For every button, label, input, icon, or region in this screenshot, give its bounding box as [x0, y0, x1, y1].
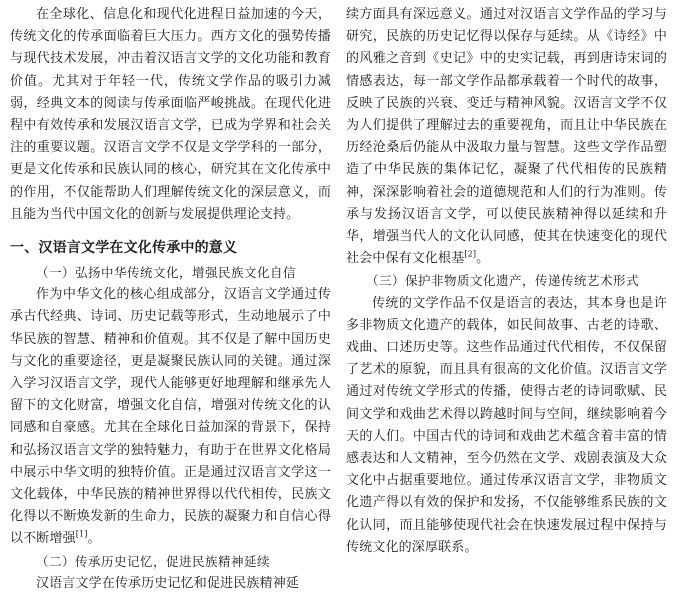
intro-paragraph: 在全球化、信息化和现代化进程日益加速的今天，传统文化的传承面临着巨大压力。西方文化的强势传播与现代技术发展，冲击着汉语言文学的文化功能和教育价值。尤其对于年轻一代，传统文学作品的吸引力减弱，经典文本的阅读与传承面临严峻挑战。在现代化进程中有效传承和发展汉语言文学，已成为学界和社会关注的重要议题。汉语言文学不仅是文学学科的一部分，更是文化传承和民族认同的核心，研究其在文化传承中的作用，不仅能帮助人们理解传统文化的深层意义，而且能为当代中国文化的创新与发展提供理论支持。 — [10, 7, 331, 222]
subsection-3-paragraph: 传统的文学作品不仅是语言的表达，其本身也是许多非物质文化遗产的载体，如民间故事、古老的诗歌、戏曲、口述历史等。这些作品通过代代相传，不仅保留了艺术的原貌，而且具有很高的文化价值。汉语言文学通过对传统文学形式的传播，使得古老的诗词歌赋、民间文学和戏曲艺术得以跨越时间与空间，继续影响着今天的人们。中国古代的诗词和戏曲艺术蕴含着丰富的情感表达和人文精神，至今仍然在文学、戏剧表演及大众文化中占据重要地位。通过传承汉语言文学，非物质文化遗产得以有效的保护和发扬，不仅能够维系民族的文化认同，而且能够使现代社会在快速发展过程中保持与传统文化的深厚联系。 — [346, 295, 667, 555]
subsection-2-paragraph-cont — [346, 4, 667, 270]
subsection-1-heading: （一）弘扬中华传统文化，增强民族文化自信 — [36, 265, 297, 281]
subsection-1-text: 作为中华文化的核心组成部分，汉语言文学通过传承古代经典、诗词、历史记载等形式，生动地展示了中华民族的智慧、精神和价值观。其不仅是了解中国历史与文化的重要途径，更是凝聚民族认同的关键。通过深入学习汉语言文学，现代人能够更好地理解和继承先人留下的文化财富，增强文化自信，增强对传统文化的认同感和自豪感。尤其在全球化日益加深的背景下，保持和弘扬汉语言文学的独特魅力，有助于在世界文化格局中展示中华文明的独特价值。正是通过汉语言文学这一文化载体，中华民族的精神世界得以代代相传，民族文化得以不断焕发新的生命力，民族的凝聚力和自信心得以不断增强 — [10, 287, 331, 547]
subsection-2-end: 。 — [476, 251, 490, 267]
citation-1: [1] — [75, 530, 88, 540]
subsection-3-heading: （三）保护非物质文化遗产，传递传统艺术形式 — [366, 273, 640, 289]
subsection-2-text: 续方面具有深远意义。通过对汉语言文学作品的学习与研究，民族的历史记忆得以保存与延续。从《诗经》中的风雅之音到《史记》中的史实记载，再到唐诗宋词的情感表达，每一部文学作品都承载着一个时代的故事，反映了民族的兴衰、变迁与精神风貌。汉语言文学不仅为人们提供了理解过去的重要视角，而且让中华民族在历经沧桑后仍能从中汲取力量与智慧。这些文学作品塑造了中华民族的集体记忆，凝聚了代代相传的民族精神，深深影响着社会的道德规范和人们的行为准则。传承与发扬汉语言文学，可以使民族精神得以延续和升华，增强当代人的文化认同感，使其在快速变化的现代社会中保有文化根基 — [346, 7, 667, 267]
subsection-2-paragraph-start: 汉语言文学在传承历史记忆和促进民族精神延 — [36, 575, 300, 591]
right-column — [346, 4, 667, 599]
left-column — [10, 4, 331, 599]
subsection-1-paragraph — [10, 284, 331, 550]
subsection-2-heading: （二）传承历史记忆，促进民族精神延续 — [36, 553, 271, 569]
subsection-1-end: 。 — [87, 531, 101, 547]
section-1-heading: 一、汉语言文学在文化传承中的意义 — [10, 240, 238, 257]
citation-2: [2] — [464, 249, 477, 259]
